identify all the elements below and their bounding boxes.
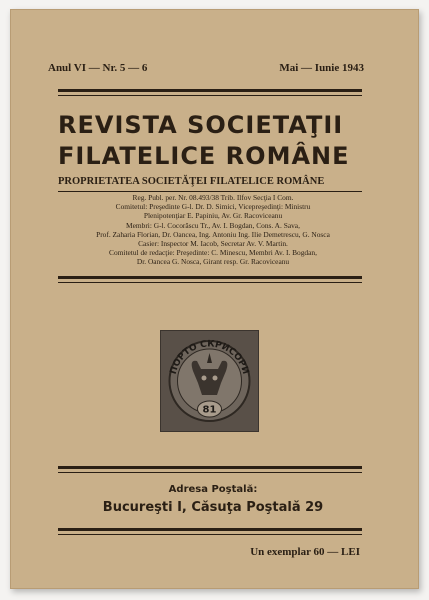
title-line-1: REVISTA SOCIETAŢII xyxy=(58,111,344,139)
bottom-rule-thick xyxy=(58,528,362,531)
top-rule-thick xyxy=(58,89,362,92)
issue-number: Anul VI — Nr. 5 — 6 xyxy=(48,62,148,74)
lower-rule-thin xyxy=(58,472,362,473)
address-label: Adresa Poştală: xyxy=(168,484,258,495)
stamp-value: 81 xyxy=(202,404,217,416)
credits-line: Casier: Inspector M. Iacob, Secretar Av. V. Martin. xyxy=(138,239,288,249)
credits-line: Reg. Publ. per. Nr. 08.493/38 Trib. Ilfov Secţia I Com. xyxy=(132,193,294,202)
credits-line: Plenipotenţiar E. Papiniu, Av. Gr. Racoviceanu xyxy=(143,211,283,221)
credits-line: Membri: G-l. Cocorăscu Tr., Av. I. Bogdan, Cons. A. Sava, xyxy=(126,220,300,230)
issue-date: Mai — Iunie 1943 xyxy=(279,62,364,74)
price: Un exemplar 60 — LEI xyxy=(250,546,360,558)
credits-line: Prof. Zaharia Florian, Dr. Oancea, Ing. Antoniu Ing. Ilie Demetrescu, G. Nosca xyxy=(96,229,330,239)
stamp-graphic xyxy=(161,331,258,431)
mid-rule-thin xyxy=(58,282,362,283)
stamp-inscription: ПОРТО СКРИСОРИ xyxy=(168,339,251,376)
credits-line: Dr. Oancea G. Nosca, Girant resp. Gr. Racoviceanu xyxy=(136,257,290,267)
bottom-rule-thin xyxy=(58,534,362,535)
bull-head-stamp-icon xyxy=(160,330,259,432)
issue-line xyxy=(48,62,364,74)
mid-rule-thick xyxy=(58,276,362,279)
subtitle: PROPRIETATEA SOCIETĂŢEI FILATELICE ROMÂNE xyxy=(58,176,325,187)
top-rule-thin xyxy=(58,95,362,96)
credits-block xyxy=(58,193,368,267)
subtitle-rule xyxy=(58,191,362,192)
credits-line: Comitetul: Preşedinte G-l. Dr. D. Simici, Vicepreşedinţi: Ministru xyxy=(115,202,311,212)
title-line-2: FILATELICE ROMÂNE xyxy=(58,142,350,170)
lower-rule-thick xyxy=(58,466,362,469)
credits-line: Comitetul de redacţie: Preşedinte: C. Minescu, Membri Av. I. Bogdan, xyxy=(109,248,317,258)
address-value: Bucureşti I, Căsuţa Poştală 29 xyxy=(102,500,324,515)
